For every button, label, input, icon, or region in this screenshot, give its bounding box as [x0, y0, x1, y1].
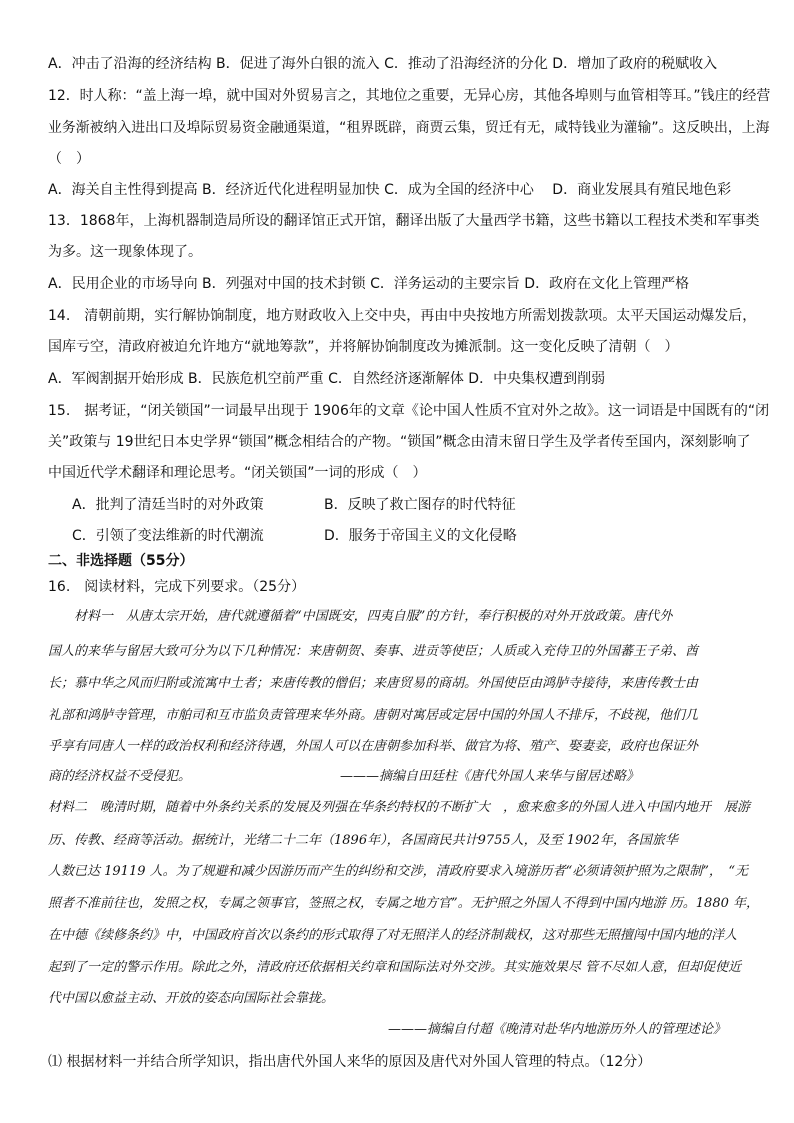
question-13-options: A．民用企业的市场导向 B．列强对中国的技术封锁 C．洋务运动的主要宗旨 D．政府在文化上管理严格: [48, 276, 690, 292]
question-15-line-1: 15. 据考证，“闭关锁国”一词最早出现于 1906年的文章《论中国人性质不宜对外之故》。这一词语是中国既有的“闭: [48, 403, 770, 419]
material-2-line: 起到了一定的警示作用。除此之外，清政府还依据相关约章和国际法对外交涉。其实施效果尽 管不尽如人意，但却促使近: [48, 960, 742, 975]
question-15-line-2: 关”政策与 19世纪日本史学界“锁国”概念相结合的产物。“锁国”概念由清末留日学生及学者传至国内，深刻影响了: [48, 434, 751, 450]
material-2-line: 在中德《续修条约》中，中国政府首次以条约的形式取得了对无照洋人的经济制裁权，这对那些无照擅闯中国内地的洋人: [48, 928, 738, 943]
material-2-line: 照者不准前往也，发照之权，专属之领事官，签照之权，专属之地方官”。无护照之外国人不得到中国内地游 历。1880 年，: [48, 896, 759, 911]
material-2-line: 历、传教、经商等活动。据统计，光绪二十二年（1896年），各国商民共计9755人，及至 1902年，各国旅华: [48, 833, 678, 848]
question-13-line-2: 为多。这一现象体现了。: [48, 244, 202, 260]
question-16-sub-1: ⑴ 根据材料一并结合所学知识，指出唐代外国人来华的原因及唐代对外国人管理的特点。（12分）: [48, 1054, 652, 1070]
material-2-line: 人数已达 19119 人。为了规避和减少因游历而产生的纠纷和交涉，清政府要求入境游历者“必须请领护照为之限制”， “无: [48, 864, 749, 879]
material-1-line: 礼部和鸿胪寺管理，市舶司和互市监负责管理来华外商。唐朝对寓居或定居中国的外国人不排斥，不歧视，他们几: [48, 708, 699, 723]
material-1-line: 材料一 从唐太宗开始，唐代就遵循着“中国既安，四夷自服”的方针，奉行积极的对外开放政策。唐代外: [48, 609, 673, 624]
material-1-source: ———摘编自田廷柱《唐代外国人来华与留居述略》: [340, 769, 640, 784]
question-15-option-b: B．反映了救亡图存的时代特征: [324, 497, 516, 513]
question-14-line-2: 国库亏空，清政府被迫允许地方“就地筹款”，并将解协饷制度改为摊派制。这一变化反映了清朝（ ）: [48, 339, 679, 355]
question-16-stem: 16. 阅读材料，完成下列要求。（25分）: [48, 579, 306, 595]
material-2-source: ———摘编自付超《晚清对赴华内地游历外人的管理述论》: [388, 1022, 727, 1037]
material-2-line: 材料二 晚清时期，随着中外条约关系的发展及列强在华条约特权的不断扩大 ，愈来愈多的外国人进入中国内地开 展游: [48, 800, 751, 815]
material-1-line: 长；慕中华之风而归附或流寓中土者；来唐传教的僧侣；来唐贸易的商胡。外国使臣由鸿胪寺接待，来唐传教士由: [48, 676, 699, 691]
question-14-options: A．军阀割据开始形成 B．民族危机空前严重 C．自然经济逐渐解体 D．中央集权遭到削弱: [48, 371, 606, 387]
question-15-option-d: D．服务于帝国主义的文化侵略: [324, 528, 517, 544]
section-2-title: 二、非选择题（55分）: [48, 553, 194, 569]
question-13-line-1: 13．1868年，上海机器制造局所设的翻译馆正式开馆，翻译出版了大量西学书籍，这些书籍以工程技术类和军事类: [48, 213, 760, 229]
question-12-line-2: 业务渐被纳入进出口及埠际贸易资金融通渠道，“租界既辟，商贾云集，贸迁有无，咸特钱业为灌输”。这反映出，上海: [48, 120, 770, 136]
material-1-line: 国人的来华与留居大致可分为以下几种情况：来唐朝贺、奏事、进贡等使臣；人质或入充侍卫的外国蕃王子弟、酋: [48, 644, 699, 659]
question-14-line-1: 14. 清朝前期，实行解协饷制度，地方财政收入上交中央，再由中央按地方所需划拨款项。太平天国运动爆发后，: [48, 308, 757, 324]
question-15-option-c: C．引领了变法维新的时代潮流: [72, 528, 264, 544]
material-1-line: 商的经济权益不受侵犯。: [48, 769, 192, 784]
question-11-options: A．冲击了沿海的经济结构 B．促进了海外白银的流入 C．推动了沿海经济的分化 D．增加了政府的税赋收入: [48, 56, 718, 72]
question-12-bracket: （ ）: [48, 151, 90, 167]
material-2-line: 代中国以愈益主动、开放的姿态向国际社会靠拢。: [48, 991, 335, 1006]
question-12-line-1: 12．时人称：“盖上海一埠，就中国对外贸易言之，其地位之重要，无异心房，其他各埠则与血管相等耳。”钱庄的经营: [48, 88, 771, 104]
question-12-options: A．海关自主性得到提高 B．经济近代化进程明显加快 C．成为全国的经济中心 D．商业发展具有殖民地色彩: [48, 182, 732, 198]
material-1-line: 乎享有同唐人一样的政治权利和经济待遇，外国人可以在唐朝参加科举、做官为将、殖产、娶妻妾，政府也保证外: [48, 739, 699, 754]
question-15-option-a: A．批判了清廷当时的对外政策: [72, 497, 264, 513]
question-15-line-3: 中国近代学术翻译和理论思考。“闭关锁国”一词的形成（ ）: [48, 465, 427, 481]
